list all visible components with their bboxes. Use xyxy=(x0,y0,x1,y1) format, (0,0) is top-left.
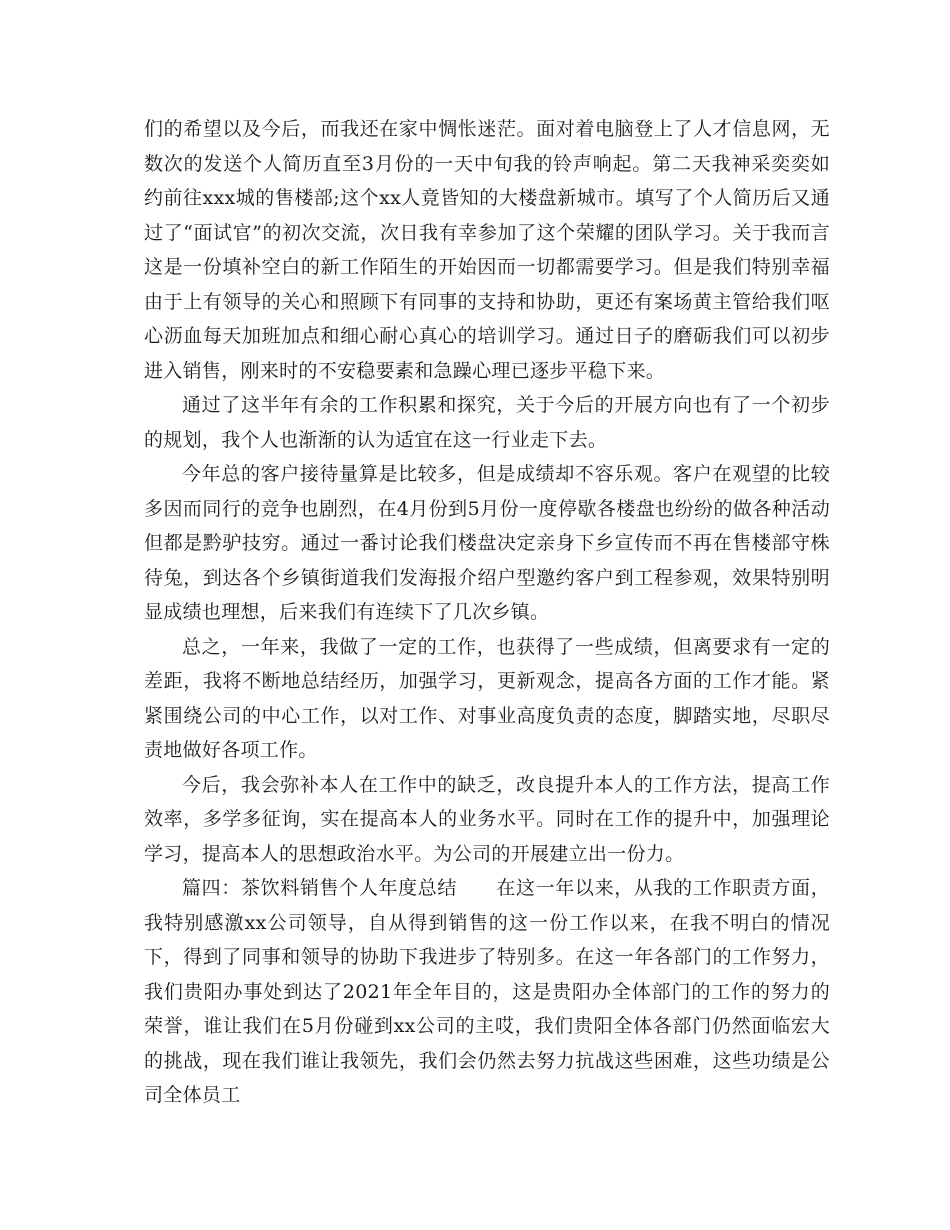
paragraph-1: 们的希望以及今后，而我还在家中惆怅迷茫。面对着电脑登上了人才信息网，无数次的发送个人简历直至3月份的一天中旬我的铃声响起。第二天我神采奕奕如约前往xxx城的售楼部;这个xx人竟皆知的大楼盘新城市。填写了个人简历后又通过了“面试官”的初次交流，次日我有幸参加了这个荣耀的团队学习。关于我而言这是一份填补空白的新工作陌生的开始因而一切都需要学习。但是我们特别幸福由于上有领导的关心和照顾下有同事的支持和协助，更还有案场黄主管给我们呕心沥血每天加班加点和细心耐心真心的培训学习。通过日子的磨砺我们可以初步进入销售，刚来时的不安稳要素和急躁心理已逐步平稳下来。 xyxy=(144,118,830,382)
paragraph-4: 总之，一年来，我做了一定的工作，也获得了一些成绩，但离要求有一定的差距，我将不断地总结经历，加强学习，更新观念，提高各方面的工作才能。紧紧围绕公司的中心工作，以对工作、对事业高度负责的态度，脚踏实地，尽职尽责地做好各项工作。 xyxy=(144,635,830,761)
paragraph-3: 今年总的客户接待量算是比较多，但是成绩却不容乐观。客户在观望的比较多因而同行的竞争也剧烈，在4月份到5月份一度停歇各楼盘也纷纷的做各种活动但都是黔驴技穷。通过一番讨论我们楼盘决定亲身下乡宣传而不再在售楼部守株待兔，到达各个乡镇街道我们发海报介绍户型邀约客户到工程参观，效果特别明显成绩也理想，后来我们有连续下了几次乡镇。 xyxy=(144,463,830,623)
paragraph-6: 篇四：茶饮料销售个人年度总结 在这一年以来，从我的工作职责方面，我特别感激xx公司领导，自从得到销售的这一份工作以来，在我不明白的情况下，得到了同事和领导的协助下我进步了特别多。在这一年各部门的工作努力，我们贵阳办事处到达了2021年全年目的，这是贵阳办全体部门的工作的努力的荣誉，谁让我们在5月份碰到xx公司的主哎，我们贵阳全体各部门仍然面临宏大的挑战，现在我们谁让我领先，我们会仍然去努力抗战这些困难，这些功绩是公司全体员工 xyxy=(144,877,830,1106)
paragraph-2: 通过了这半年有余的工作积累和探究，关于今后的开展方向也有了一个初步的规划，我个人也渐渐的认为适宜在这一行业走下去。 xyxy=(144,394,830,451)
paragraph-5: 今后，我会弥补本人在工作中的缺乏，改良提升本人的工作方法，提高工作效率，多学多征询，实在提高本人的业务水平。同时在工作的提升中，加强理论学习，提高本人的思想政治水平。为公司的开展建立出一份力。 xyxy=(144,773,830,865)
document-body xyxy=(144,112,830,1113)
